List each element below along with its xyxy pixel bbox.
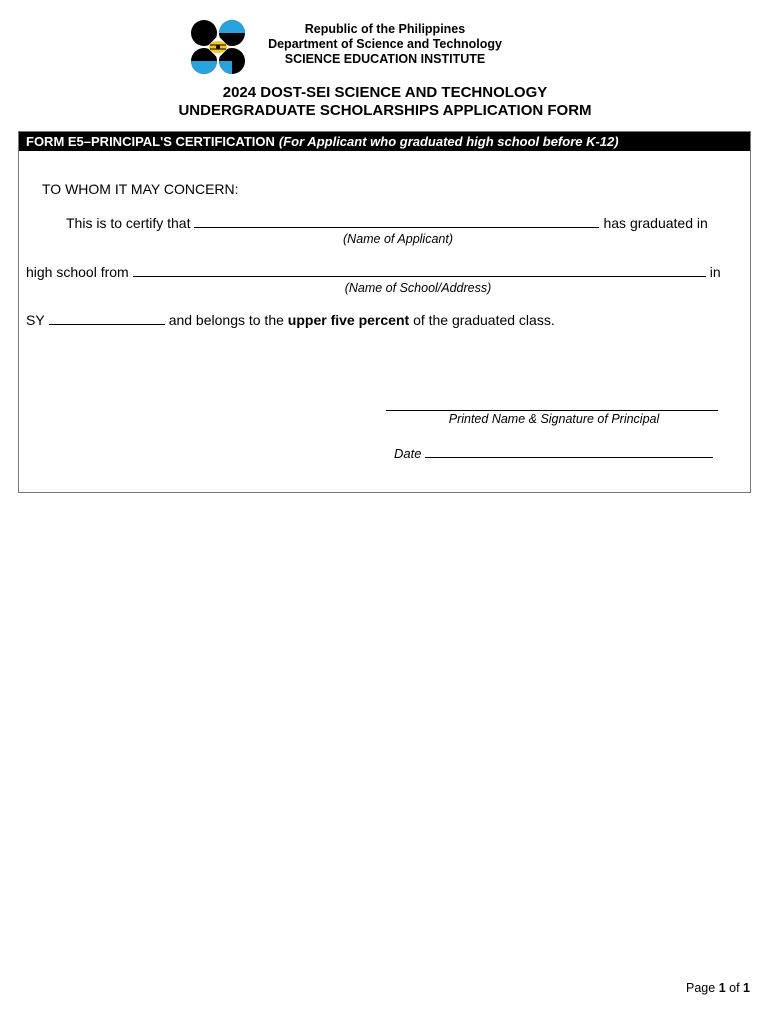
certify-suffix: has graduated in — [603, 215, 708, 231]
school-suffix: in — [709, 264, 721, 280]
form-title-line2: UNDERGRADUATE SCHOLARSHIPS APPLICATION FORM — [178, 102, 592, 119]
date-field[interactable] — [425, 445, 713, 458]
page-total: 1 — [743, 981, 750, 995]
applicant-caption: (Name of Applicant) — [343, 232, 453, 246]
form-section-label: FORM E5–PRINCIPAL'S CERTIFICATION — [26, 134, 275, 149]
form-section-bar — [19, 132, 750, 151]
signature-caption: Printed Name & Signature of Principal — [448, 412, 660, 426]
form-title-line1: 2024 DOST-SEI SCIENCE AND TECHNOLOGY — [222, 84, 548, 101]
header-department: Department of Science and Technology — [268, 37, 502, 51]
salutation: TO WHOM IT MAY CONCERN: — [42, 181, 239, 197]
sy-line — [26, 312, 555, 328]
signature-line[interactable] — [386, 410, 718, 411]
school-line — [26, 264, 721, 280]
header-institute: SCIENCE EDUCATION INSTITUTE — [284, 52, 486, 66]
page-prefix: Page — [686, 981, 716, 995]
dost-logo-icon — [189, 19, 247, 75]
sy-middle: and belongs to the — [168, 312, 284, 328]
sy-suffix: of the graduated class. — [413, 312, 555, 328]
header-republic: Republic of the Philippines — [304, 22, 466, 36]
form-section-sublabel: (For Applicant who graduated high school before K-12) — [278, 134, 619, 149]
certify-prefix: This is to certify that — [66, 215, 191, 231]
date-line — [394, 445, 713, 461]
school-prefix: high school from — [26, 264, 129, 280]
date-label: Date — [394, 446, 422, 461]
sy-prefix: SY — [26, 312, 45, 328]
applicant-name-field[interactable] — [194, 215, 599, 228]
page-number — [686, 981, 750, 995]
certify-line — [66, 215, 708, 231]
school-caption: (Name of School/Address) — [344, 281, 492, 295]
school-year-field[interactable] — [49, 312, 165, 325]
page-current: 1 — [718, 981, 726, 995]
school-name-field[interactable] — [133, 264, 706, 277]
page-of: of — [729, 981, 740, 995]
sy-bold: upper five percent — [287, 312, 410, 328]
